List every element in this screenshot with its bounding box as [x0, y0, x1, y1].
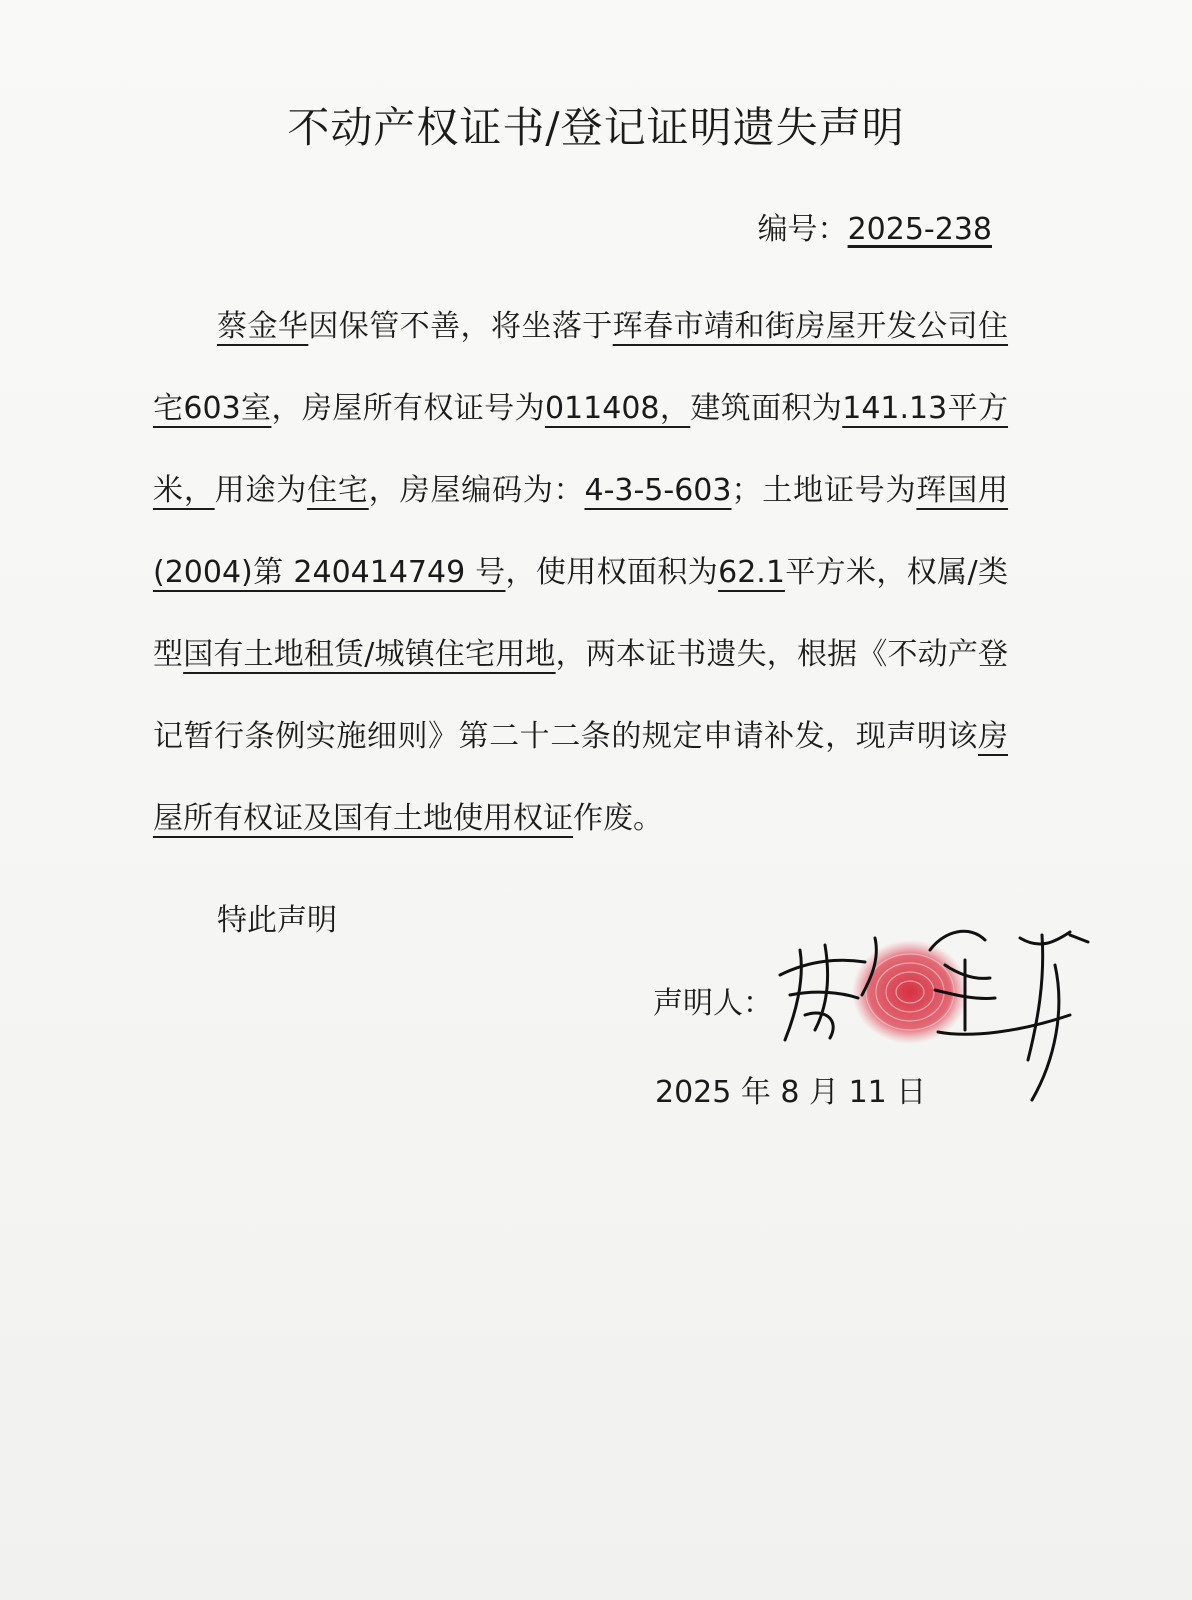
text-segment: 用途为	[214, 473, 308, 508]
property-usage: 住宅	[307, 473, 369, 508]
text-segment: ，使用权面积为	[505, 555, 719, 590]
declaration-date: 2025 年 8 月 11 日	[655, 1075, 927, 1110]
voided-certificates: 房屋所有权证及国有土地使用权证	[153, 719, 1008, 836]
text-segment: 建筑面积为	[690, 391, 843, 426]
document-title	[0, 100, 1192, 160]
land-use-area: 62.1	[718, 555, 785, 590]
house-code: 4-3-5-603	[584, 473, 732, 508]
land-cert-number: 珲国用(2004)第 240414749 号	[153, 473, 1009, 590]
owner-name: 蔡金华	[217, 309, 309, 344]
text-segment: ，房屋编码为：	[368, 473, 585, 508]
text-segment: 因保管不善，将坐落于	[308, 309, 613, 344]
signer-label: 声明人：	[653, 986, 773, 1021]
closing-statement: 特此声明	[217, 903, 337, 938]
building-area: 141.13平方米，	[153, 391, 1009, 508]
declaration-paragraph	[153, 286, 1008, 860]
ownership-cert-number: 011408，	[544, 391, 691, 426]
text-segment: 平方米，权属/类型	[153, 555, 1009, 672]
text-segment: 作废。	[573, 801, 663, 836]
document-number	[758, 205, 992, 255]
document-title-text: 不动产权证书/登记证明遗失声明	[287, 103, 905, 152]
fingerprint-icon	[852, 940, 968, 1044]
text-segment: ，两本证书遗失，根据《不动产登记暂行条例实施细则》第二十二条的规定申请补发，现声明该	[153, 637, 1009, 754]
property-location: 珲春市靖和街房屋开发公司住宅603室	[153, 309, 1009, 426]
document-number-value: 2025-238	[847, 212, 992, 247]
text-segment: ；土地证号为	[731, 473, 917, 508]
document-number-label: 编号：	[757, 212, 848, 247]
text-segment: ，房屋所有权证号为	[271, 391, 545, 426]
ownership-type: 国有土地租赁/城镇住宅用地	[183, 637, 556, 672]
